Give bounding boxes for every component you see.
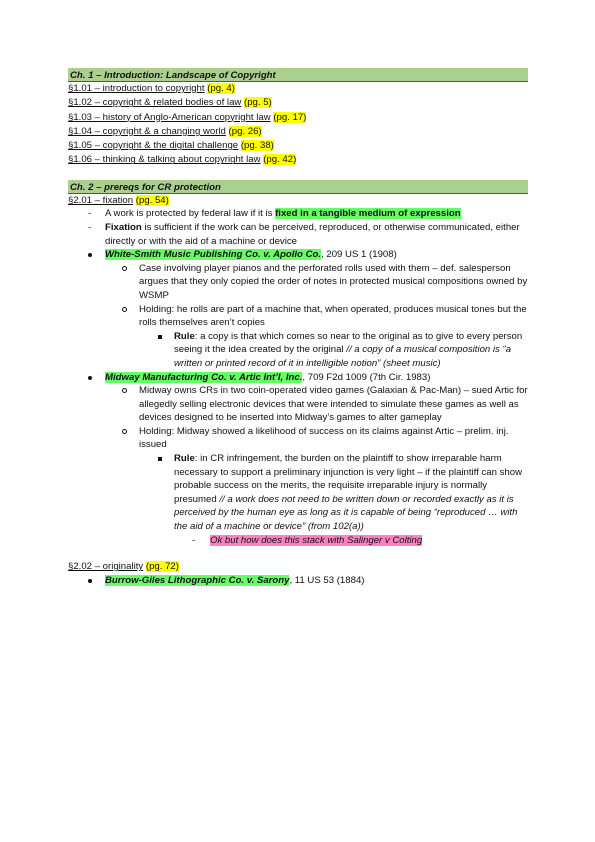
dash-bullet: - — [192, 534, 196, 546]
section-2-02[interactable]: §2.02 – originality (pg. 72) — [68, 561, 179, 573]
case-burrow-giles: Burrow-Giles Lithographic Co. v. Sarony, 11 US 53 (1884) — [68, 574, 528, 588]
case-holding: Holding: Midway showed a likelihood of success on its claims against Artic – prelim. inj. issued — [68, 425, 528, 452]
note-fixation-def: - A work is protected by federal law if it is fixed in a tangible medium of expression — [88, 208, 461, 220]
chapter-1-heading: Ch. 1 – Introduction: Landscape of Copyright — [68, 68, 528, 82]
chapter-2-heading: Ch. 2 – prereqs for CR protection — [68, 180, 528, 194]
section-2-01[interactable]: §2.01 – fixation (pg. 54) — [68, 194, 169, 206]
square-bullet — [158, 457, 162, 461]
toc-item[interactable]: §1.03 – history of Anglo-American copyright law (pg. 17) — [68, 111, 307, 123]
case-rule: Rule: a copy is that which comes so near to the original as to give to every person seeing it the idea created by the original // a copy of a musical composition is “a written or printed record of it in intelligible notion” (sheet music) — [68, 330, 528, 371]
circle-bullet — [122, 307, 127, 312]
toc-item[interactable]: §1.01 – introduction to copyright (pg. 4) — [68, 83, 235, 94]
case-white-smith: White-Smith Music Publishing Co. v. Apollo Co., 209 US 1 (1908) — [68, 248, 528, 262]
case-facts: Case involving player pianos and the perforated rolls used with them – def. salesperson argues that they only copied the order of notes in protected musical compositions owned by WSMP — [68, 262, 528, 303]
toc-item[interactable]: §1.04 – copyright & a changing world (pg. 26) — [68, 125, 262, 137]
circle-bullet — [122, 266, 127, 271]
case-holding: Holding: he rolls are part of a machine that, when operated, produces musical tones but the rolls themselves aren’t copies — [68, 303, 528, 330]
square-bullet — [158, 335, 162, 339]
dash-bullet: - — [88, 221, 92, 233]
disc-bullet — [88, 376, 92, 380]
toc-item[interactable]: §1.06 – thinking & talking about copyright law (pg. 42) — [68, 154, 297, 166]
note-fixation-sufficient: - Fixation is sufficient if the work can be perceived, reproduced, or otherwise communicated, either directly or with the aid of a machine or device — [88, 221, 520, 247]
circle-bullet — [122, 429, 127, 434]
case-midway: Midway Manufacturing Co. v. Artic Int’l, Inc., 709 F2d 1009 (7th Cir. 1983) — [68, 371, 528, 385]
case-facts: Midway owns CRs in two coin-operated video games (Galaxian & Pac-Man) – sued Artic for allegedly selling electronic devices that were intended to simulate these games as well as devices designed to be inserted into Midway’s games to alter gameplay — [68, 384, 528, 425]
dash-bullet: - — [88, 208, 92, 220]
circle-bullet — [122, 388, 127, 393]
disc-bullet — [88, 579, 92, 583]
chapter-1-toc — [68, 82, 528, 168]
toc-item[interactable]: §1.02 – copyright & related bodies of law (pg. 5) — [68, 97, 272, 109]
document-page — [68, 68, 528, 587]
case-comment: - Ok but how does this stack with Salinger v Colting — [192, 534, 423, 546]
case-rule: Rule: in CR infringement, the burden on the plaintiff to show irreparable harm necessary to support a preliminary injunction is very light – if the plaintiff can show probable success on the merits, the requisite irreparable injury is normally presumed // a work does not need to be written down or recorded exactly as it is perceived by the human eye as long as it is capable of being “reproduced … with the aid of a machine or device” (from 102(a)) — [68, 452, 528, 534]
disc-bullet — [88, 253, 92, 257]
toc-item[interactable]: §1.05 – copyright & the digital challenge (pg. 38) — [68, 140, 274, 152]
